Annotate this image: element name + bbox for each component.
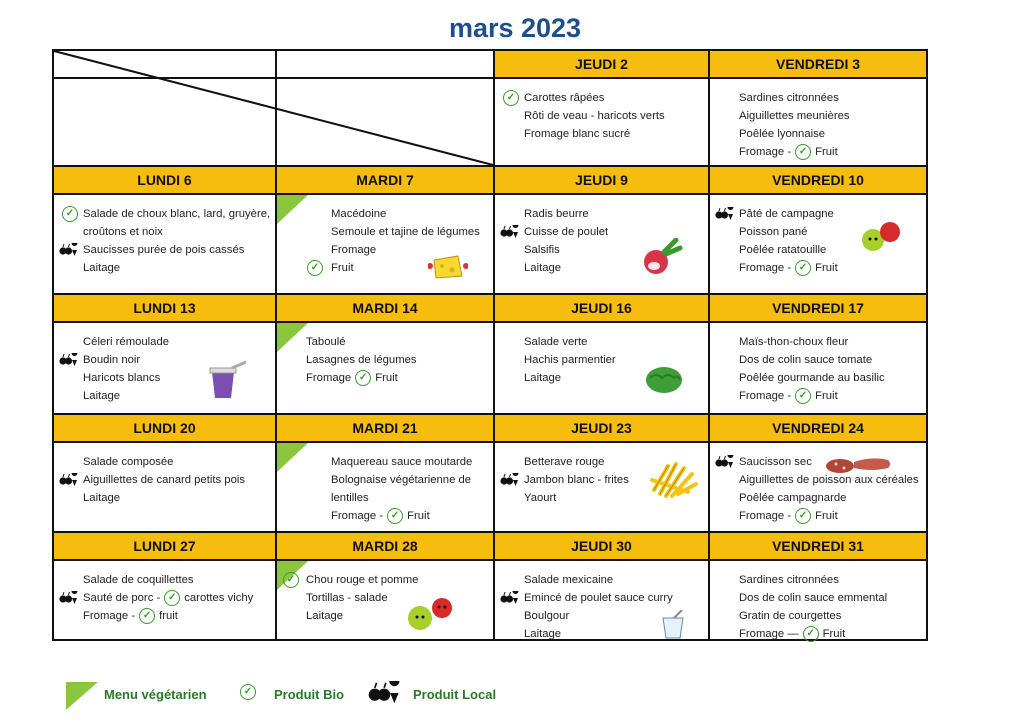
menu-item-text: Tortillas - salade (306, 592, 388, 604)
menu-row (53, 322, 927, 414)
menu-line (54, 259, 275, 277)
day-header (53, 532, 276, 560)
menu-line (495, 107, 708, 125)
menu-item-text: Aiguillettes meunières (739, 110, 850, 122)
day-header-label: VENDREDI 10 (772, 172, 864, 188)
menu-item-text: Fromage - (739, 262, 792, 274)
legend-veg-label: Menu végétarien (104, 687, 207, 702)
menu-item-suffix: Fruit (815, 146, 838, 158)
menu-cell (709, 322, 927, 414)
day-header (494, 532, 709, 560)
menu-cell (276, 442, 494, 532)
menu-item-text: Macédoine (331, 208, 387, 220)
menu-line (54, 471, 275, 489)
menu-item-text: Taboulé (306, 336, 346, 348)
local-apples-pin-icon (715, 207, 735, 221)
local-apples-pin-icon (59, 591, 79, 605)
menu-line (54, 453, 275, 471)
menu-item-text: Salade verte (524, 336, 588, 348)
menu-line (495, 571, 708, 589)
menu-item-text: Fromage — (739, 628, 799, 640)
menu-item-text: Emincé de poulet sauce curry (524, 592, 673, 604)
day-header (494, 294, 709, 322)
menu-line (277, 507, 493, 525)
menu-cell (709, 560, 927, 640)
menu-item-text: Fromage (306, 372, 352, 384)
menu-item-text: Fromage - (83, 610, 136, 622)
day-header-label: VENDREDI 17 (772, 300, 864, 316)
bio-leaf-icon: ✓ (803, 626, 819, 642)
menu-item-text: Pâté de campagne (739, 208, 834, 220)
local-apples-pin-icon (500, 473, 520, 487)
menu-item-text: Salade mexicaine (524, 574, 614, 586)
day-header (494, 414, 709, 442)
menu-item-text: Gratin de courgettes (739, 610, 842, 622)
legend-bio-label: Produit Bio (274, 687, 345, 702)
menu-line (710, 489, 926, 507)
menu-item-text: Fromage - (739, 146, 792, 158)
menu-item-text: Fromage (331, 244, 377, 256)
menu-item-text: Saucisses purée de pois cassés (83, 244, 245, 256)
menu-line (54, 571, 275, 589)
menu-item-suffix: Fruit (407, 510, 430, 522)
menu-item-text: Laitage (524, 262, 562, 274)
day-header-label: JEUDI 2 (575, 56, 628, 72)
menu-cell (709, 78, 927, 166)
apples-icon (404, 594, 456, 634)
menu-item-text: Dos de colin sauce emmental (739, 592, 888, 604)
bio-leaf-icon: ✓ (355, 370, 371, 386)
menu-item-text: Boulgour (524, 610, 570, 622)
day-header (276, 294, 494, 322)
radish-icon (640, 238, 684, 278)
day-header-label: MARDI 7 (356, 172, 414, 188)
menu-line (710, 143, 926, 161)
menu-line (54, 607, 275, 625)
bio-leaf-icon: ✓ (795, 388, 811, 404)
menu-line (277, 589, 493, 607)
day-header (276, 166, 494, 194)
menu-cell (53, 560, 276, 640)
menu-item-text: Poêlée lyonnaise (739, 128, 826, 140)
menu-item-suffix: Fruit (815, 262, 838, 274)
day-header-label: MARDI 14 (352, 300, 418, 316)
bio-leaf-icon: ✓ (283, 572, 299, 588)
menu-item-text: Salade composée (83, 456, 174, 468)
menu-row (53, 560, 927, 640)
day-header-label: MARDI 21 (352, 420, 418, 436)
legend-local-label: Produit Local (413, 687, 497, 702)
menu-line (54, 489, 275, 507)
menu-item-text: Sauté de porc - (83, 592, 161, 604)
menu-item-text: Poêlée campagnarde (739, 492, 847, 504)
menu-line (495, 89, 708, 107)
day-header (709, 50, 927, 78)
day-header (53, 166, 276, 194)
menu-cell (276, 322, 494, 414)
menu-line (710, 125, 926, 143)
menu-item-text: Salsifis (524, 244, 560, 256)
menu-line (710, 351, 926, 369)
bio-leaf-icon: ✓ (387, 508, 403, 524)
yogurt-icon (204, 360, 248, 402)
menu-item-text: Sardines citronnées (739, 574, 839, 586)
menu-item-text: Carottes râpées (524, 92, 605, 104)
menu-line (277, 369, 493, 387)
menu-line (277, 351, 493, 369)
day-header (53, 414, 276, 442)
fries-icon (648, 460, 700, 500)
menu-cell (276, 560, 494, 640)
bio-leaf-icon: ✓ (795, 260, 811, 276)
menu-item-text: Betterave rouge (524, 456, 605, 468)
day-header (709, 166, 927, 194)
menu-item-text: Laitage (524, 372, 562, 384)
bio-leaf-icon: ✓ (503, 90, 519, 106)
menu-line (277, 205, 493, 223)
menu-line (277, 453, 493, 471)
menu-line (277, 471, 493, 489)
local-apples-pin-icon (500, 591, 520, 605)
bio-leaf-icon: ✓ (795, 508, 811, 524)
menu-row (53, 442, 927, 532)
menu-item-text: Sardines citronnées (739, 92, 839, 104)
menu-item-text: Radis beurre (524, 208, 589, 220)
menu-line (54, 241, 275, 259)
bio-leaf-icon: ✓ (62, 206, 78, 222)
bio-leaf-icon: ✓ (164, 590, 180, 606)
menu-item-text: Semoule et tajine de légumes (331, 226, 480, 238)
menu-item-text: Aiguillettes de poisson aux céréales (739, 474, 919, 486)
menu-item-text: Poêlée gourmande au basilic (739, 372, 885, 384)
menu-item-text: Salade de coquillettes (83, 574, 194, 586)
menu-item-text: Maïs-thon-choux fleur (739, 336, 849, 348)
menu-item-text: croûtons et noix (83, 226, 163, 238)
menu-item-suffix: Fruit (815, 390, 838, 402)
menu-line (710, 571, 926, 589)
day-header-label: LUNDI 27 (133, 538, 196, 554)
menu-line (495, 333, 708, 351)
menu-item-text: Laitage (306, 610, 344, 622)
menu-item-suffix: fruit (159, 610, 178, 622)
header-row (53, 166, 927, 194)
day-header (53, 294, 276, 322)
page-title: mars 2023 (448, 13, 582, 43)
day-header-label: LUNDI 20 (133, 420, 196, 436)
menu-line (495, 589, 708, 607)
veg-triangle-icon (66, 682, 98, 710)
menu-line (710, 89, 926, 107)
day-header-label: VENDREDI 31 (772, 538, 864, 554)
menu-item-text: Poisson pané (739, 226, 808, 238)
local-apples-pin-icon (59, 473, 79, 487)
menu-line (710, 259, 926, 277)
bio-leaf-icon: ✓ (240, 684, 256, 700)
lettuce-icon (644, 362, 684, 394)
sausage-icon (822, 452, 894, 476)
menu-item-text: Salade de choux blanc, lard, gruyère, (83, 208, 271, 220)
menu-line (710, 387, 926, 405)
local-apples-pin-icon (500, 225, 520, 239)
menu-item-suffix: Fruit (822, 628, 846, 640)
menu-item-text: Aiguillettes de canard petits pois (83, 474, 246, 486)
cheese-icon (428, 252, 468, 280)
menu-item-text: Chou rouge et pomme (306, 574, 419, 586)
menu-line (710, 333, 926, 351)
menu-line (54, 589, 275, 607)
menu-item-text: Haricots blancs (83, 372, 161, 384)
day-header-label: JEUDI 30 (571, 538, 632, 554)
menu-line (277, 571, 493, 589)
menu-item-text: Fromage - (331, 510, 384, 522)
menu-line (277, 489, 493, 507)
day-header-label: JEUDI 9 (575, 172, 628, 188)
menu-row (53, 194, 927, 294)
menu-item-text: Rôti de veau - haricots verts (524, 110, 665, 122)
menu-line (54, 205, 275, 223)
menu-line (710, 507, 926, 525)
menu-item-suffix: Fruit (375, 372, 398, 384)
menu-item-text: Fromage - (739, 390, 792, 402)
menu-item-text: Dos de colin sauce tomate (739, 354, 873, 366)
menu-cell (494, 78, 709, 166)
menu-item-text: Fromage blanc sucré (524, 128, 631, 140)
menu-line (277, 333, 493, 351)
day-header-label: VENDREDI 24 (772, 420, 864, 436)
header-row (53, 414, 927, 442)
legend (0, 678, 1024, 708)
menu-line (54, 333, 275, 351)
menu-item-text: Céleri rémoulade (83, 336, 170, 348)
bio-leaf-icon: ✓ (795, 144, 811, 160)
local-apples-pin-icon (715, 455, 735, 469)
menu-item-text: Poêlée ratatouille (739, 244, 827, 256)
menu-line (277, 607, 493, 625)
day-header (709, 414, 927, 442)
menu-cell (53, 442, 276, 532)
menu-item-text: Bolognaise végétarienne de (331, 474, 472, 486)
day-header (276, 414, 494, 442)
day-header-label: JEUDI 23 (571, 420, 632, 436)
menu-item-text: Boudin noir (83, 354, 141, 366)
menu-item-text: Maquereau sauce moutarde (331, 456, 473, 468)
local-apples-pin-icon (59, 353, 79, 367)
local-apples-pin-icon (368, 681, 402, 705)
menu-item-text: Fruit (331, 262, 354, 274)
menu-line (710, 589, 926, 607)
day-header (709, 294, 927, 322)
menu-line (495, 125, 708, 143)
menu-line (710, 369, 926, 387)
day-header-label: VENDREDI 3 (775, 56, 861, 72)
menu-item-text: Laitage (83, 262, 121, 274)
menu-item-text: Lasagnes de légumes (306, 354, 417, 366)
menu-line (495, 205, 708, 223)
menu-line (54, 223, 275, 241)
day-header (494, 50, 709, 78)
menu-line (710, 625, 926, 643)
menu-item-text: Hachis parmentier (524, 354, 616, 366)
menu-item-text: Fromage - (739, 510, 792, 522)
bio-leaf-icon: ✓ (307, 260, 323, 276)
menu-item-text: lentilles (331, 492, 369, 504)
menu-line (710, 107, 926, 125)
menu-line (277, 223, 493, 241)
menu-item-text: Saucisson sec (739, 456, 812, 468)
menu-item-text: Laitage (83, 390, 121, 402)
diagonal-line (52, 49, 497, 167)
menu-line (710, 607, 926, 625)
menu-item-text: Jambon blanc - frites (524, 474, 629, 486)
menu-item-text: Laitage (83, 492, 121, 504)
day-header (276, 532, 494, 560)
menu-item-suffix: Fruit (815, 510, 838, 522)
menu-cell (709, 442, 927, 532)
day-header-label: LUNDI 13 (133, 300, 196, 316)
menu-item-text: Laitage (524, 628, 562, 640)
day-header-label: MARDI 28 (352, 538, 418, 554)
menu-cell (53, 194, 276, 294)
yogurt-cup-icon (660, 610, 686, 640)
day-header-label: JEUDI 16 (571, 300, 632, 316)
day-header (494, 166, 709, 194)
menu-item-text: Yaourt (524, 492, 557, 504)
day-header (709, 532, 927, 560)
menu-item-text: Cuisse de poulet (524, 226, 609, 238)
header-row (53, 532, 927, 560)
menu-item-suffix: carottes vichy (184, 592, 254, 604)
bio-leaf-icon: ✓ (139, 608, 155, 624)
header-row (53, 294, 927, 322)
local-apples-pin-icon (59, 243, 79, 257)
apples-icon (860, 220, 904, 254)
day-header-label: LUNDI 6 (137, 172, 192, 188)
